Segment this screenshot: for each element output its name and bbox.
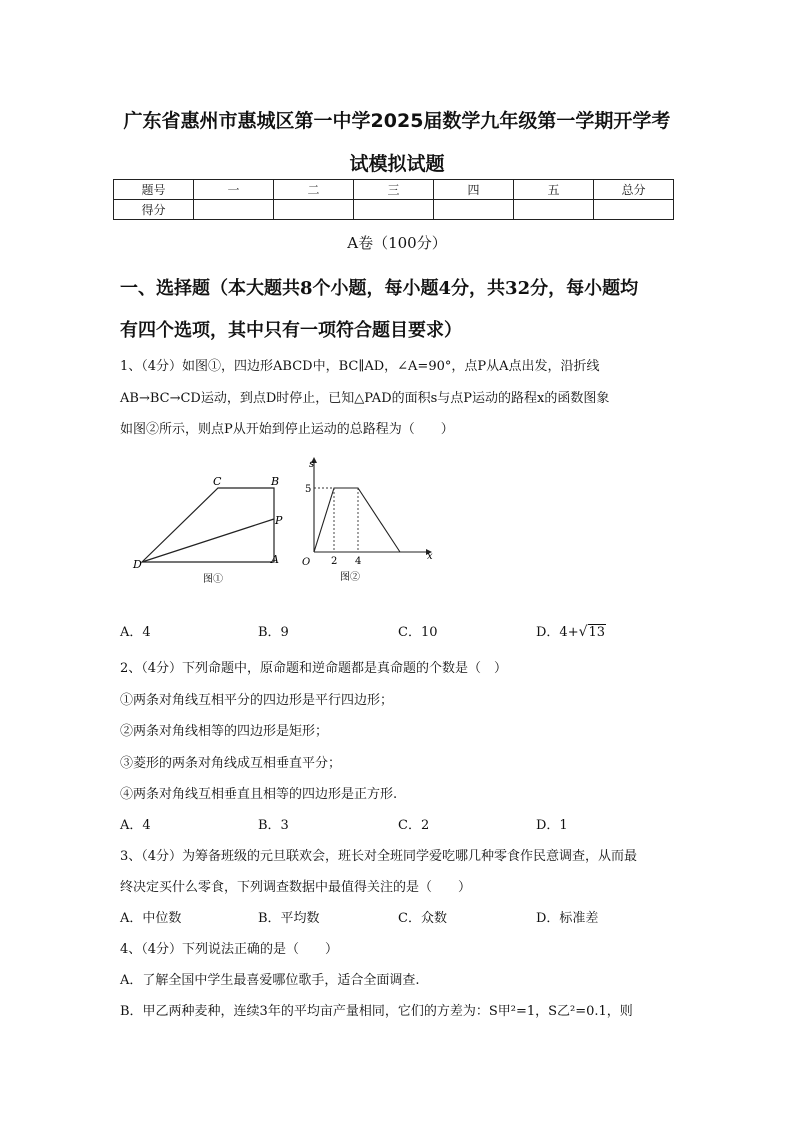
q1-stem-line2: AB→BC→CD运动，到点D时停止，已知△PAD的面积s与点P运动的路程x的函数图象 <box>120 391 610 406</box>
score-header-cell: 四 <box>434 180 514 200</box>
fig1-label-d: D <box>133 558 142 571</box>
score-header-cell: 一 <box>194 180 274 200</box>
q1-figure1 <box>130 470 300 590</box>
section-a-heading: A卷（100分） <box>347 234 447 252</box>
q1-stem-line3: 如图②所示，则点P从开始到停止运动的总路程为（ ） <box>120 422 454 437</box>
score-table <box>113 179 674 220</box>
score-input-cell[interactable] <box>594 200 674 220</box>
sqrt-radicand: 13 <box>588 625 606 640</box>
fig2-origin: O <box>302 557 311 568</box>
q4-option-a[interactable]: A．了解全国中学生最喜爱哪位歌手，适合全面调查. <box>120 973 420 988</box>
q4-stem: 4、（4分）下列说法正确的是（ ） <box>120 942 339 957</box>
fig2-label-x: x <box>427 551 433 562</box>
fig2-tick-4: 4 <box>355 556 362 567</box>
fig2-tick-5: 5 <box>305 484 312 495</box>
q2-statement-3: ③菱形的两条对角线成互相垂直平分； <box>120 756 342 771</box>
fig2-tick-2: 2 <box>331 556 338 567</box>
q1-option-c[interactable]: C．10 <box>398 625 438 640</box>
q2-statement-4: ④两条对角线互相垂直且相等的四边形是正方形. <box>120 787 398 802</box>
segment-dp <box>142 519 274 562</box>
score-table-score-row <box>114 200 674 220</box>
exam-title-line2: 试模拟试题 <box>349 153 445 175</box>
part1-heading-line2: 有四个选项，其中只有一项符合题目要求） <box>120 320 462 341</box>
score-input-cell[interactable] <box>274 200 354 220</box>
score-input-cell[interactable] <box>194 200 274 220</box>
score-table-header-row <box>114 180 674 200</box>
q2-option-c[interactable]: C．2 <box>398 818 430 833</box>
q1-option-a[interactable]: A．4 <box>120 625 151 640</box>
score-row-label: 得分 <box>114 200 194 220</box>
q1-option-d[interactable] <box>536 621 606 640</box>
q2-option-a[interactable]: A．4 <box>120 818 151 833</box>
score-input-cell[interactable] <box>514 200 594 220</box>
q3-stem-line1: 3、（4分）为筹备班级的元旦联欢会，班长对全班同学爱吃哪几种零食作民意调查，从而最 <box>120 849 638 864</box>
fig1-label-c: C <box>213 475 222 488</box>
q3-option-d[interactable]: D．标准差 <box>536 911 599 926</box>
fig1-label-p: P <box>275 514 283 527</box>
part1-heading-line1: 一、选择题（本大题共8个小题，每小题4分，共32分，每小题均 <box>120 278 639 299</box>
q3-option-b[interactable]: B．平均数 <box>258 911 320 926</box>
q1-stem-line1: 1、（4分）如图①，四边形ABCD中，BC∥AD，∠A=90°，点P从A点出发，沿折线 <box>120 359 600 374</box>
fig2-caption: 图② <box>340 572 360 583</box>
q2-statement-2: ②两条对角线相等的四边形是矩形； <box>120 724 329 739</box>
q3-option-c[interactable]: C．众数 <box>398 911 447 926</box>
q3-option-a[interactable]: A．中位数 <box>120 911 182 926</box>
q1-option-d-text: D．4+ <box>536 625 579 640</box>
sqrt-sign: √ <box>578 624 588 640</box>
q2-option-b[interactable]: B．3 <box>258 818 289 833</box>
q3-stem-line2: 终决定买什么零食，下列调查数据中最值得关注的是（ ） <box>120 880 472 895</box>
q1-option-b[interactable]: B．9 <box>258 625 289 640</box>
exam-title-line1: 广东省惠州市惠城区第一中学2025届数学九年级第一学期开学考 <box>123 110 671 132</box>
score-header-cell: 五 <box>514 180 594 200</box>
q2-statement-1: ①两条对角线互相平分的四边形是平行四边形； <box>120 693 394 708</box>
score-input-cell[interactable] <box>354 200 434 220</box>
q2-option-d[interactable]: D．1 <box>536 818 568 833</box>
function-graph <box>314 488 400 552</box>
fig1-label-b: B <box>271 475 280 488</box>
q2-stem: 2、（4分）下列命题中，原命题和逆命题都是真命题的个数是（ ） <box>120 661 508 676</box>
score-header-cell: 总分 <box>594 180 674 200</box>
score-header-cell: 二 <box>274 180 354 200</box>
score-input-cell[interactable] <box>434 200 514 220</box>
score-header-cell: 三 <box>354 180 434 200</box>
q1-figure2 <box>300 455 440 585</box>
fig1-label-a: A <box>271 553 279 566</box>
fig1-caption: 图① <box>203 574 223 585</box>
fig2-label-s: s <box>309 459 315 470</box>
score-header-cell: 题号 <box>114 180 194 200</box>
q4-option-b[interactable]: B．甲乙两种麦种，连续3年的平均亩产量相同，它们的方差为：S甲²=1，S乙²=0.1，则 <box>120 1004 633 1019</box>
